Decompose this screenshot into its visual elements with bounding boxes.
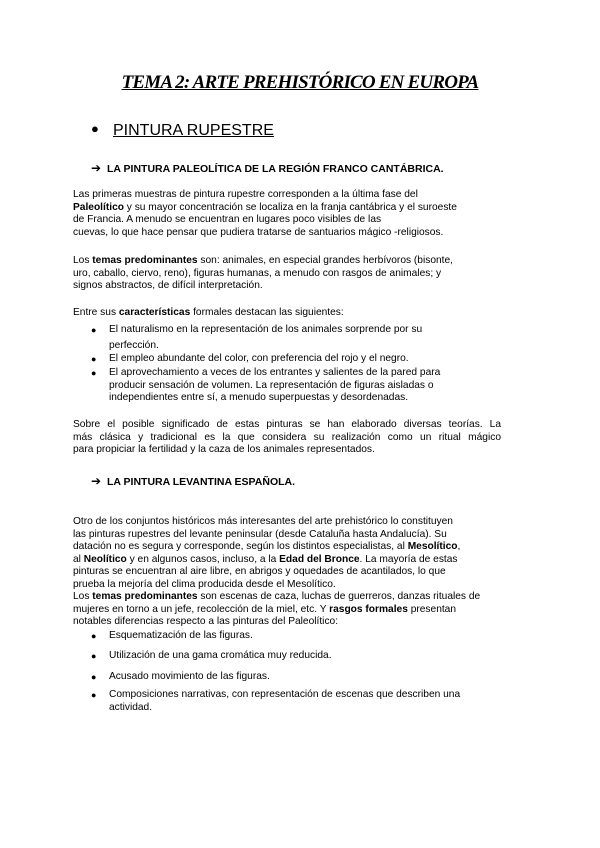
bullet-icon: ● — [91, 631, 97, 641]
paragraph-levantina: Otro de los conjuntos históricos más interesantes del arte prehistórico lo constituyen las pinturas rupestres del levante peninsular (desde Cataluña hasta Andalucía). Su datación no es segura y corresponde, según los distintos especialistas, al Mesolítico, al Neolítico y en algunos casos, incluso, a la Edad del Bronce. La mayoría de estas pinturas se encuentran al aire libre, en abrigos y oquedades de acantilados, lo que prueba la mejoría del clima producida desde el Mesolítico. Los temas predominantes son escenas de caza, luchas de guerreros, danzas rituales de mujeres en torno a un jefe, recolección de la miel, etc. Y rasgos formales presentan notables diferencias respecto a las pinturas del Paleolítico: — [73, 516, 481, 627]
paragraph-intro: Las primeras muestras de pintura rupestre corresponden a la última fase del Paleolítico y su mayor concentración se localiza en la franja cantábrica y el suroeste de Francia. A menudo se encuentran en lugares poco visibles de las cuevas, lo que hace pensar que pudiera tratarse de santuarios mágico -religiosos. — [73, 189, 457, 238]
bullet-icon: ● — [91, 368, 97, 378]
paragraph-caracteristicas: Entre sus características formales destacan las siguientes: — [73, 307, 344, 318]
arrow-icon: ➔ — [91, 161, 102, 175]
arrow-icon: ➔ — [91, 474, 102, 488]
bullet-icon: ● — [91, 672, 97, 682]
bullet-icon: ● — [91, 121, 99, 136]
subheading-levantina: ➔ LA PINTURA LEVANTINA ESPAÑOLA. — [91, 474, 296, 488]
section-heading-pintura-rupestre: ● PINTURA RUPESTRE — [91, 121, 274, 139]
bullet-icon: ● — [91, 651, 97, 661]
document-page: TEMA 2: ARTE PREHISTÓRICO EN EUROPA ● PINTURA RUPESTRE ➔ LA PINTURA PALEOLÍTICA DE LA REGIÓN FRANCO CANTÁBRICA. Las primeras muestras de pintura rupestre corresponden a la última fase del Paleolítico y su mayor concentración se localiza en la franja cantábrica y el suroeste de Francia. A menudo se encuentran en lugares poco visibles de las cuevas, lo que hace pensar que pudiera tratarse de santuarios mágico -religiosos. Los temas predominantes son: animales, en especial grandes herbívoros (bisonte, uro, caballo, ciervo, reno), figuras humanas, a menudo con rasgos de animales; y signos abstractos, de difícil interpretación. Entre sus características formales destacan las siguientes: ● El naturalismo en la representación de los animales sorprende por su perfección. ● El empleo abundante del color, con preferencia del rojo y el negro. ● El aprovechamiento a veces de los entrantes y salientes de la pared para producir sensación de volumen. La representación de figuras aisladas o independientes entre sí, a menudo superpuestas y desordenadas. Sobre el posible significado de estas pinturas se han elaborado diversas teorías. La más clásica y tradicional es la que considera su realización como un ritual mágico para propiciar la fertilidad y la caza de los animales representados. ➔ LA PINTURA LEVANTINA ESPAÑOLA. Otro de los conjuntos históricos más interesantes del arte prehistórico lo constituyen las pinturas rupestres del levante peninsular (desde Cataluña hasta Andalucía). Su datación no es segura y corresponde, según los distintos especialistas, al Mesolítico, al Neolítico y en algunos casos, incluso, a la Edad del Bronce. La mayoría de estas pinturas se encuentran al aire libre, en abrigos y oquedades de acantilados, lo que prueba la mejoría del clima producida desde el Mesolítico. Los temas predominantes son escenas de caza, luchas de guerreros, danzas rituales de mujeres en torno a un jefe, recolección de la miel, etc. Y rasgos formales presentan notables diferencias respecto a las pinturas del Paleolítico: ● Esquematización de las figuras. ● Utilización de una gama cromática muy reducida. ● Acusado movimiento de las figuras. ● Composiciones narrativas, con representación de escenas que describen una actividad. — [0, 0, 600, 848]
paragraph-temas: Los temas predominantes son: animales, en especial grandes herbívoros (bisonte, uro, caballo, ciervo, reno), figuras humanas, a menudo con rasgos de animales; y signos abstractos, de difícil interpretación. — [73, 255, 453, 291]
page-title: TEMA 2: ARTE PREHISTÓRICO EN EUROPA — [121, 72, 479, 93]
bullet-icon: ● — [91, 325, 97, 335]
paragraph-significado: Sobre el posible significado de estas pinturas se han elaborado diversas teorías. La más clásica y tradicional es la que considera su realización como un ritual mágico para propiciar la fertilidad y la caza de los animales representados. — [73, 419, 501, 455]
subheading-paleolitica: ➔ LA PINTURA PALEOLÍTICA DE LA REGIÓN FRANCO CANTÁBRICA. — [91, 161, 444, 175]
bullet-icon: ● — [91, 354, 97, 364]
bullet-icon: ● — [91, 690, 97, 700]
